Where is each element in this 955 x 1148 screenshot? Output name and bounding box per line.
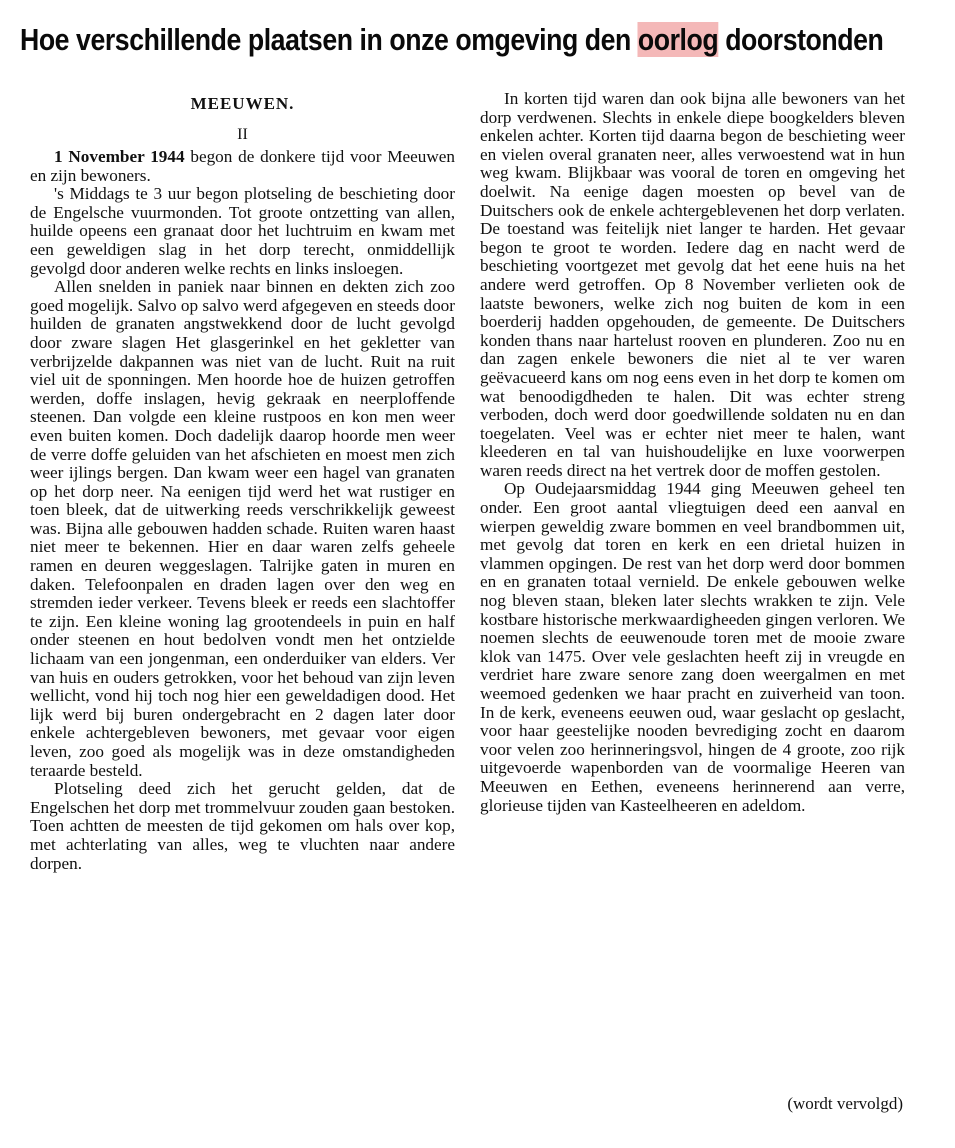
paragraph: Op Oudejaarsmiddag 1944 ging Meeuwen geheel ten onder. Een groot aantal vliegtuigen deed een aanval en wierpen geweldig zware bommen en veel brandbommen uit, met gevolg dat toren en kerk en een drietal huizen in vlammen opgingen. De rest van het dorp werd door bommen en en granaten totaal vernield. De enkele gebouwen welke nog bleven staan, bleken later slechts wrakken te zijn. Vele kostbare historische merkwaardigheeden gingen verloren. We noemen slechts de eeuwenoude toren met de mooie zware klok van 1475. Over vele geslachten heeft zij in vreugde en verdriet hare zware senore zang doen weergalmen en met weemoed gedenken we haar pracht en zuiverheid van toon. In de kerk, eveneens eeuwen oud, waar geslacht op geslacht, voor haar geestelijke nooden bevrediging zocht en daarom voor velen zoo herinneringsvol, hingen de 4 groote, zoo rijk uitgevoerde wapenborden van de voormalige Heeren van Meeuwen en Eethen, eveneens herinnerend aan verre, glorieuse tijden van Kasteelheeren en adeldom. bbox=[480, 479, 905, 815]
highlighted-word: oorlog bbox=[637, 22, 719, 57]
continued-note: (wordt vervolgd) bbox=[787, 1094, 903, 1113]
section-number: II bbox=[237, 126, 248, 143]
paragraph: 's Middags te 3 uur begon plotseling de beschieting door de Engelsche vuurmonden. Tot groote ontzetting van allen, huilde opeens een granaat door het luchtruim en kwam met een geweldigen slag in het dorp terecht, onmiddellijk gevolgd door anderen welke rechts en links insloegen. bbox=[30, 184, 455, 278]
paragraph: In korten tijd waren dan ook bijna alle bewoners van het dorp verdwenen. Slechts in enkele diepe boogkelders bleven enkelen achter. Korten tijd daarna begon de beschieting weer en vielen overal granaten neer, alles verwoestend wat in hun weg kwam. Blijkbaar was vooral de toren en omgeving het doelwit. Na eenige dagen moesten op bevel van de Duitschers ook de enkele achtergeblevenen het dorp verlaten. De toestand was feitelijk niet langer te harden. Het gevaar begon te groot te worden. Iedere dag en nacht werd de beschieting voortgezet met gevolg dat het eene huis na het andere werd getroffen. Op 8 November verlieten ook de laatste bewoners, welke zich nog buiten de kom in een boerderij hadden opgehouden, de gemeente. De Duitschers konden thans naar hartelust rooven en plunderen. Zoo nu en dan zagen enkele bewoners die niet al te ver waren geëvacueerd kans om nog eens even in het dorp te komen om wat benoodigdheden te halen. Dit was echter streng verboden, doch werd door goedwillende soldaten nu en dan toegelaten. Veel was er echter niet meer te halen, want kleederen en tal van huishoudelijke en luxe voorwerpen waren reeds direct na het vertrek door de moffen gestolen. bbox=[480, 89, 905, 480]
paragraph: Plotseling deed zich het gerucht gelden, dat de Engelschen het dorp met trommelvuur zouden gaan bestoken. Toen achtten de meesten de tijd gekomen om hals over kop, met achterlating van alles, weg te vluchten naar andere dorpen. bbox=[30, 779, 455, 873]
headline-text-end: doorstonden bbox=[718, 22, 884, 57]
right-column bbox=[480, 90, 905, 815]
paragraph bbox=[30, 148, 455, 185]
left-column bbox=[30, 90, 455, 873]
paragraph-date: 1 November 1944 bbox=[54, 147, 185, 166]
paragraph: Allen snelden in paniek naar binnen en dekten zich zoo goed mogelijk. Salvo op salvo werd afgegeven en steeds door huilden de granaten angstwekkend door de lucht gevolgd door zware slagen Het glasgerinkel en het gekletter van verbrijzelde dakpannen was niet van de lucht. Ruit na ruit viel uit de sponningen. Men hoorde hoe de huizen getroffen werden, doffe inslagen, hevig gekraak en neerploffende steenen. Dan volgde een kleine rustpoos en kon men weer even buiten komen. Doch dadelijk daarop hoorde men weer de verre doffe geluiden van het afschieten en moest men zich weer ijlings bergen. Dan kwam weer een hagel van granaten op het dorp neer. Na eenigen tijd werd het wat rustiger en toen bleek, dat de uitwerking reeds verschrikkelijk geweest was. Bijna alle gebouwen hadden schade. Ruiten waren haast niet meer te bekennen. Hier en daar waren zelfs geheele ramen en deuren weggeslagen. Talrijke gaten in muren en daken. Telefoonpalen en draden lagen over den weg en stremden ieder verkeer. Tevens bleek er reeds een slachtoffer te zijn. Een kleine woning lag grootendeels in puin en half onder steenen en hout bedolven vondt men het ontzielde lichaam van een jongenman, een onderduiker van elders. Ver van huis en ouders getrokken, voor het behoud van zijn leven wellicht, vond hij toch nog hier een geweldadigen dood. Het lijk werd bij buren ondergebracht en 2 dagen later door enkele achtergebleven bewoners, met gevaar voor eigen leven, zoo goed als mogelijk was in deze omstandigheden teraarde besteld. bbox=[30, 277, 455, 780]
article-headline bbox=[20, 22, 884, 58]
headline-text: Hoe verschillende plaatsen in onze omgeving den bbox=[20, 22, 638, 57]
paragraph-text: begon de donkere tijd voor Meeuwen en zijn bewoners. bbox=[30, 147, 455, 185]
section-title: MEEUWEN. bbox=[190, 94, 295, 113]
